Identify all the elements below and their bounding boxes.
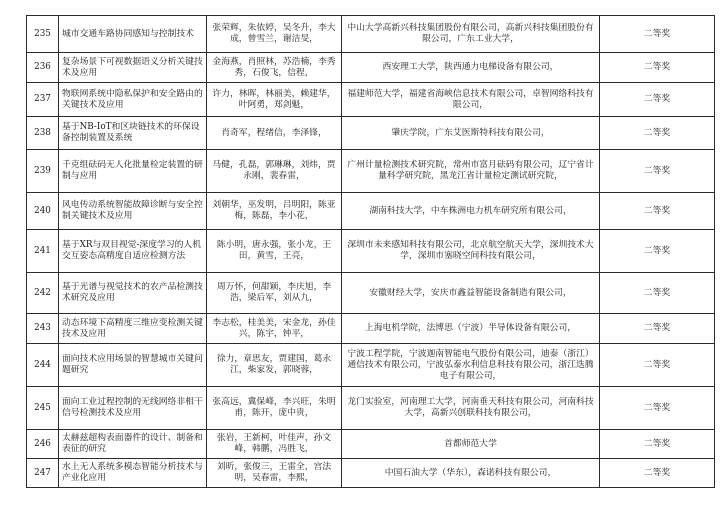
project-name: 基于光谱与视觉技术的农产品检测技术研究及应用: [59, 273, 207, 314]
table-row: [27, 314, 715, 344]
award-grade: 二等奖: [600, 273, 715, 314]
row-number: 235: [27, 16, 59, 53]
award-grade: 二等奖: [600, 230, 715, 273]
table-row: [27, 150, 715, 193]
table-row: [27, 459, 715, 488]
row-number: 237: [27, 83, 59, 117]
table-row: [27, 387, 715, 430]
table-row: [27, 430, 715, 459]
project-name: 面向技术应用场景的智慧城市关键问题研究: [59, 344, 207, 387]
award-grade: 二等奖: [600, 193, 715, 230]
contributors: 刘昕，张俊三，王雷全，宫法明，吴春雷，李熙，: [207, 459, 342, 488]
table-row: [27, 117, 715, 150]
award-grade: 二等奖: [600, 459, 715, 488]
table-row: [27, 344, 715, 387]
award-grade: 二等奖: [600, 83, 715, 117]
project-name: 太赫兹超构表面器件的设计、制备和表征的研究: [59, 430, 207, 459]
award-grade: 二等奖: [600, 314, 715, 344]
institutions: 深圳市未来感知科技有限公司，北京航空航天大学，深圳技术大学，深圳市塞晓空间科技有限公司，: [342, 230, 600, 273]
institutions: 中国石油大学（华东），森诺科技有限公司，: [342, 459, 600, 488]
row-number: 236: [27, 53, 59, 83]
institutions: 上海电机学院，法博思（宁波）半导体设备有限公司，: [342, 314, 600, 344]
row-number: 239: [27, 150, 59, 193]
institutions: 西安理工大学，陕西通力电梯设备有限公司，: [342, 53, 600, 83]
contributors: 张高远，冀保峰，李兴旺，朱明甫，陈开，庞中贵，: [207, 387, 342, 430]
contributors: 张岩，王新柯，叶佳声，孙文峰，韩鹏，冯胜飞，: [207, 430, 342, 459]
contributors: 肖奇军，程绪信，李泽锋，: [207, 117, 342, 150]
table-row: [27, 230, 715, 273]
project-name: 物联网系统中隐私保护和安全路由的关键技术及应用: [59, 83, 207, 117]
row-number: 243: [27, 314, 59, 344]
award-grade: 二等奖: [600, 150, 715, 193]
institutions: 龙门实验室，河南理工大学，河南垂天科技有限公司，河南科技大学，高新兴创联科技有限公司，: [342, 387, 600, 430]
project-name: 水上无人系统多模态智能分析技术与产业化应用: [59, 459, 207, 488]
contributors: 李志松，桂美美，宋金龙，孙佳兴，陈宇，钟平，: [207, 314, 342, 344]
award-grade: 二等奖: [600, 430, 715, 459]
institutions: 湖南科技大学，中车株洲电力机车研究所有限公司，: [342, 193, 600, 230]
contributors: 许力，林晖，林丽美，赖建华，叶阿勇，郑剑魁，: [207, 83, 342, 117]
institutions: 宁波工程学院，宁波迦南智能电气股份有限公司，迪泰（浙江）通信技术有限公司，宁波弘泰水利信息科技有限公司，浙江迭腾电子有限公司，: [342, 344, 600, 387]
project-name: 复杂场景下可视数据语义分析关键技术及应用: [59, 53, 207, 83]
awards-table: [26, 15, 715, 488]
contributors: 刘朝华，巫发明，吕明阳，陈亚梅，陈磊，李小花，: [207, 193, 342, 230]
institutions: 首都师范大学: [342, 430, 600, 459]
table-row: [27, 16, 715, 53]
award-grade: 二等奖: [600, 117, 715, 150]
award-grade: 二等奖: [600, 53, 715, 83]
table-row: [27, 193, 715, 230]
project-name: 面向工业过程控制的无线网络非相干信号检测技术及应用: [59, 387, 207, 430]
institutions: 广州计量检测技术研究院，常州市富月砝码有限公司，辽宁省计量科学研究院，黑龙江省计量检定测试研究院，: [342, 150, 600, 193]
table-row: [27, 83, 715, 117]
project-name: 城市交通车路协同感知与控制技术: [59, 16, 207, 53]
row-number: 246: [27, 430, 59, 459]
project-name: 千克组砝码无人化批量检定装置的研制与应用: [59, 150, 207, 193]
row-number: 241: [27, 230, 59, 273]
row-number: 242: [27, 273, 59, 314]
contributors: 徐力，章思友，贾建国，葛永江，柴家发，郭晓蓉，: [207, 344, 342, 387]
row-number: 247: [27, 459, 59, 488]
project-name: 风电传动系统智能故障诊断与安全控制关键技术及应用: [59, 193, 207, 230]
project-name: 基于NB-IoT和区块链技术的环保设备控制装置及系统: [59, 117, 207, 150]
institutions: 安徽财经大学，安庆市鑫益智能设备制造有限公司，: [342, 273, 600, 314]
contributors: 金海燕，肖照林，苏浩楠，李秀秀，石俊飞，信程，: [207, 53, 342, 83]
row-number: 244: [27, 344, 59, 387]
row-number: 240: [27, 193, 59, 230]
contributors: 陈小明，唐永强，张小龙，王田，黄雪，王亮，: [207, 230, 342, 273]
contributors: 张荣辉，朱依婷，吴冬升，李大成，曾雪兰，谢洁旻，: [207, 16, 342, 53]
project-name: 动态环境下高精度三维应变检测关键技术及应用: [59, 314, 207, 344]
contributors: 周万怀，何甜颖，李庆旭，李浩，梁后军，刘从九，: [207, 273, 342, 314]
award-grade: 二等奖: [600, 344, 715, 387]
table-row: [27, 273, 715, 314]
award-grade: 二等奖: [600, 16, 715, 53]
contributors: 马健，孔磊，郭琳琳，刘炜，贾永刚，裴春雷，: [207, 150, 342, 193]
award-grade: 二等奖: [600, 387, 715, 430]
institutions: 肇庆学院，广东艾医斯特科技有限公司，: [342, 117, 600, 150]
institutions: 中山大学高新兴科技集团股份有限公司，高新兴科技集团股份有限公司，广东工业大学，: [342, 16, 600, 53]
table-row: [27, 53, 715, 83]
row-number: 245: [27, 387, 59, 430]
project-name: 基于XR与双目视觉-深度学习的人机交互姿态高精度自适应检测方法: [59, 230, 207, 273]
row-number: 238: [27, 117, 59, 150]
institutions: 福建师范大学，福建省海峡信息技术有限公司，卓智网络科技有限公司，: [342, 83, 600, 117]
